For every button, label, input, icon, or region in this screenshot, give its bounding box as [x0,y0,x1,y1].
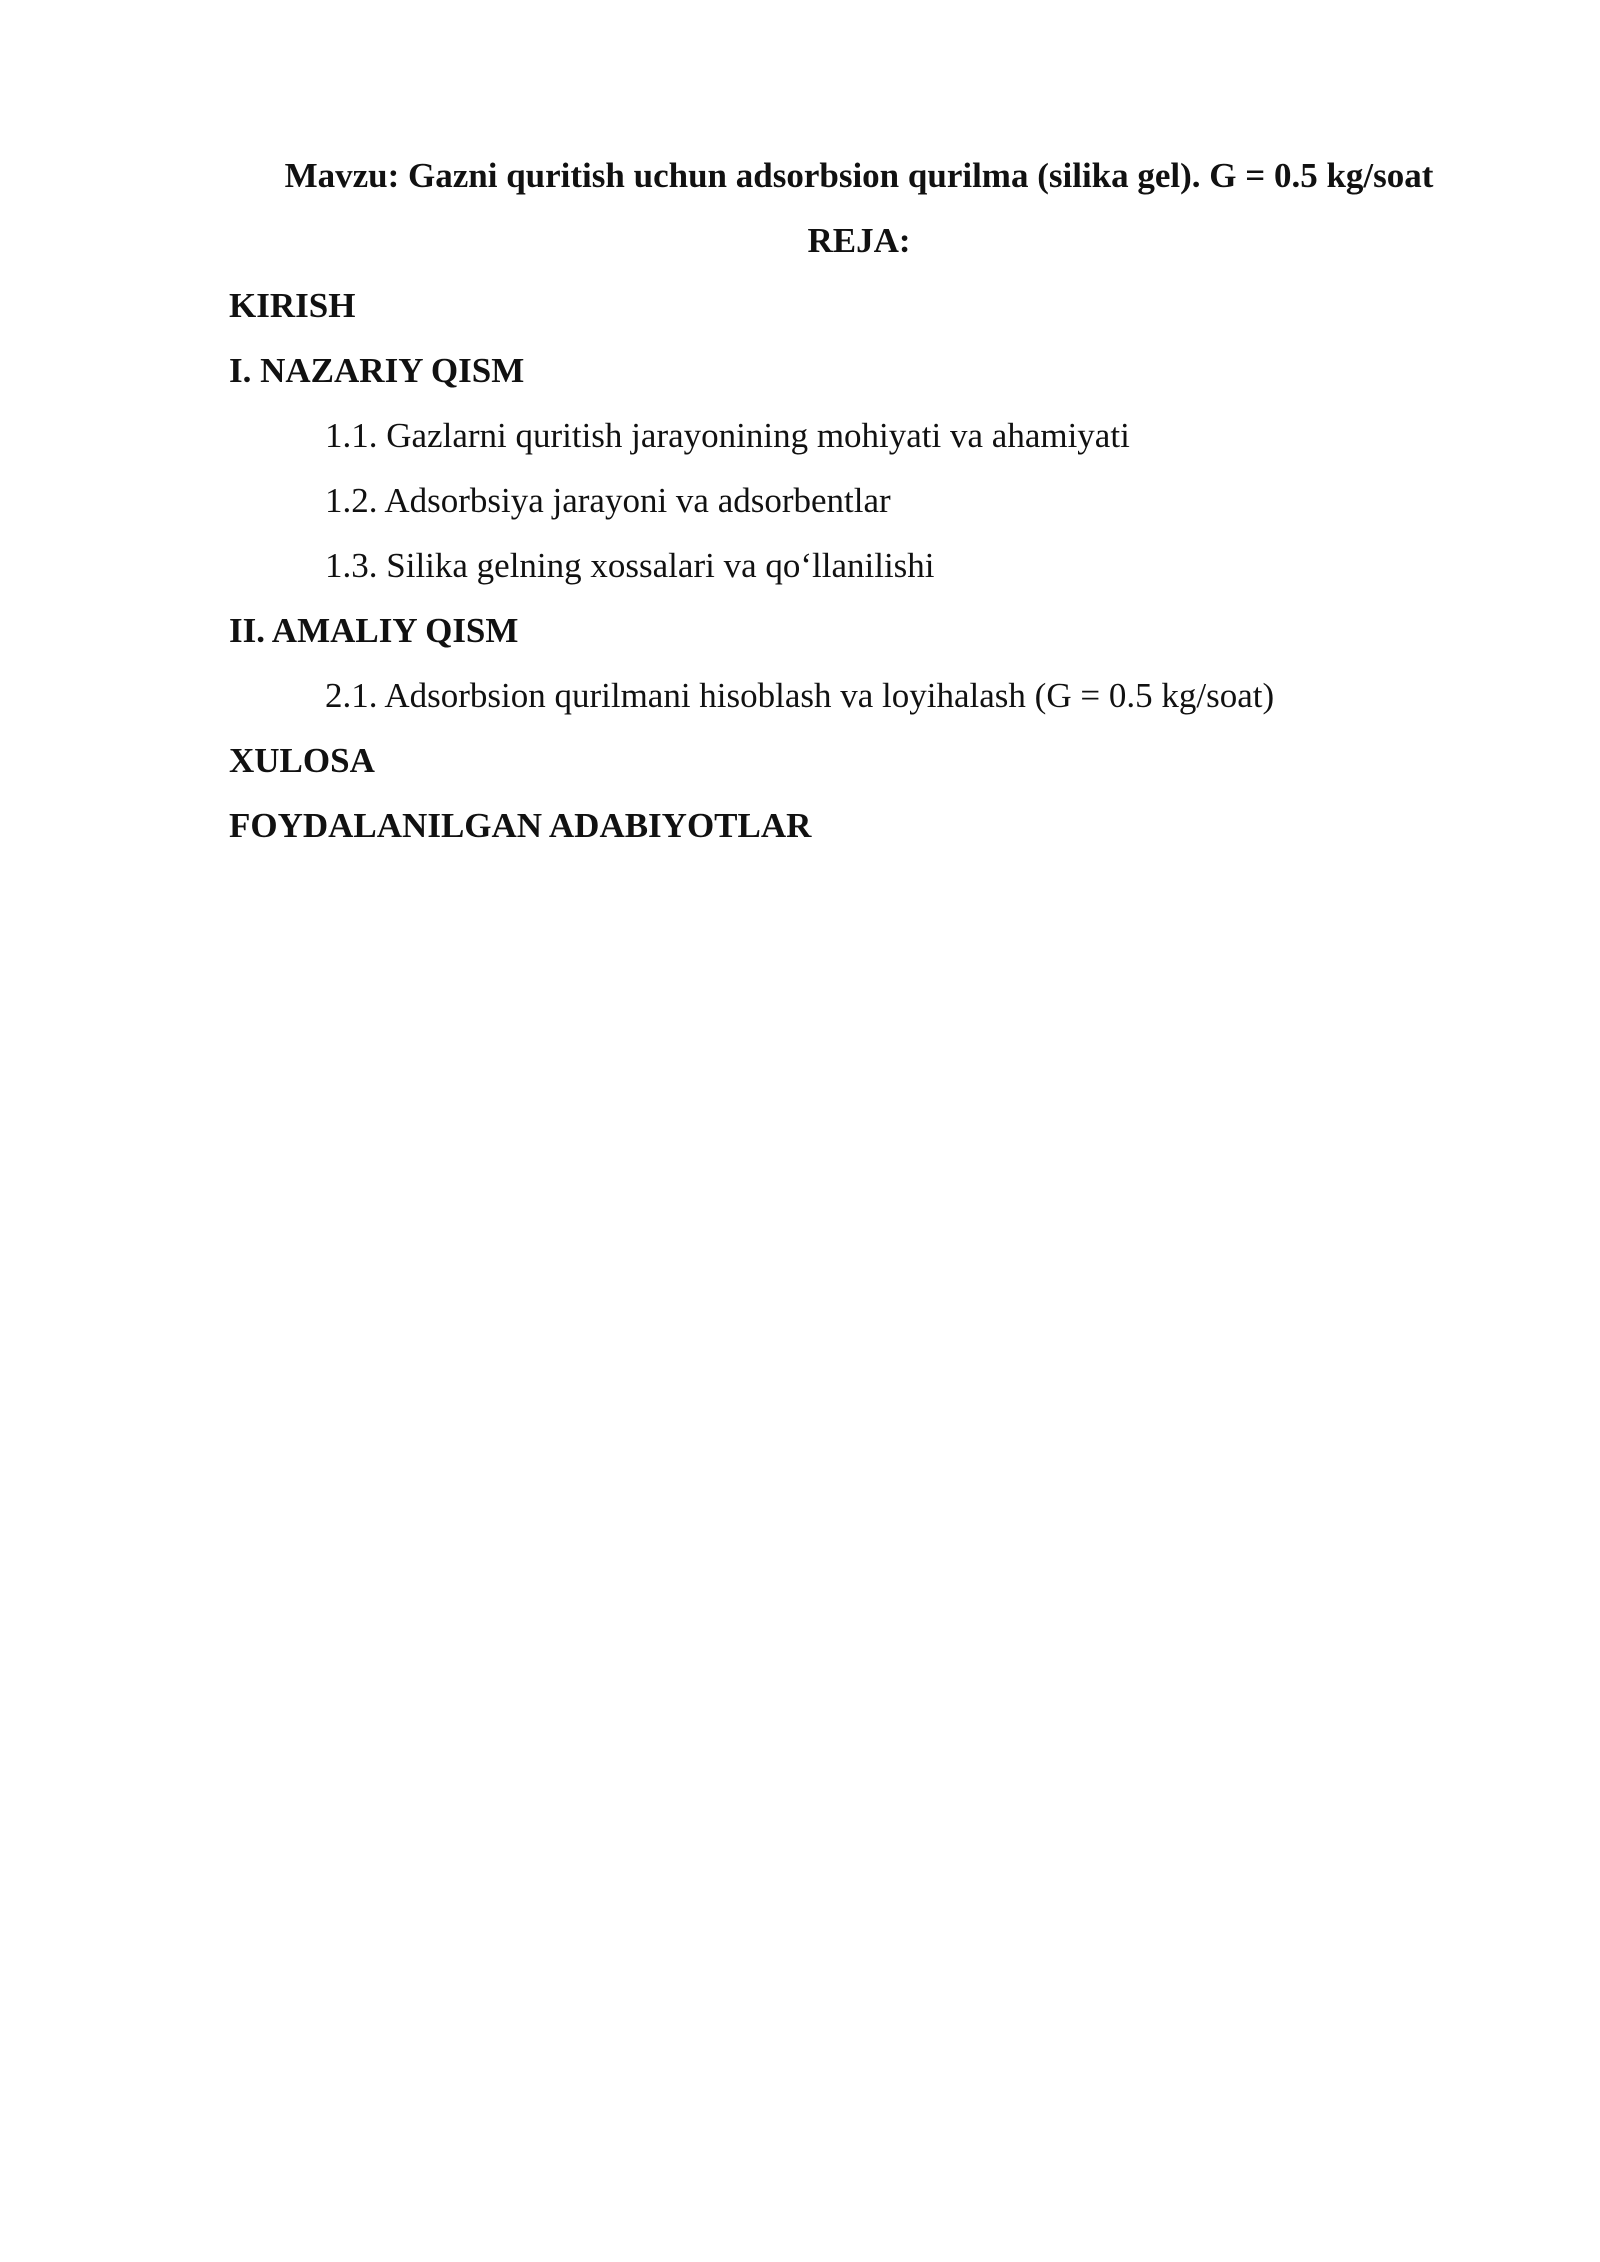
document-content [229,147,1489,862]
plan-item-1-3: 1.3. Silika gelning xossalari va qo‘llanilishi [325,546,935,585]
plan-item-1-1: 1.1. Gazlarni quritish jarayonining mohiyati va ahamiyati [325,416,1130,455]
plan-item-2-1: 2.1. Adsorbsion qurilmani hisoblash va loyihalash (G = 0.5 kg/soat) [325,676,1275,715]
section-part1-heading: I. NAZARIY QISM [229,351,525,390]
section-part2-heading: II. AMALIY QISM [229,611,519,650]
plan-heading: REJA: [807,221,911,260]
plan-item-1-2: 1.2. Adsorbsiya jarayoni va adsorbentlar [325,481,891,520]
document-title: Mavzu: Gazni quritish uchun adsorbsion qurilma (silika gel). G = 0.5 kg/soat [284,156,1434,195]
section-conclusion: XULOSA [229,741,375,780]
section-intro: KIRISH [229,286,356,325]
section-references: FOYDALANILGAN ADABIYOTLAR [229,806,812,845]
